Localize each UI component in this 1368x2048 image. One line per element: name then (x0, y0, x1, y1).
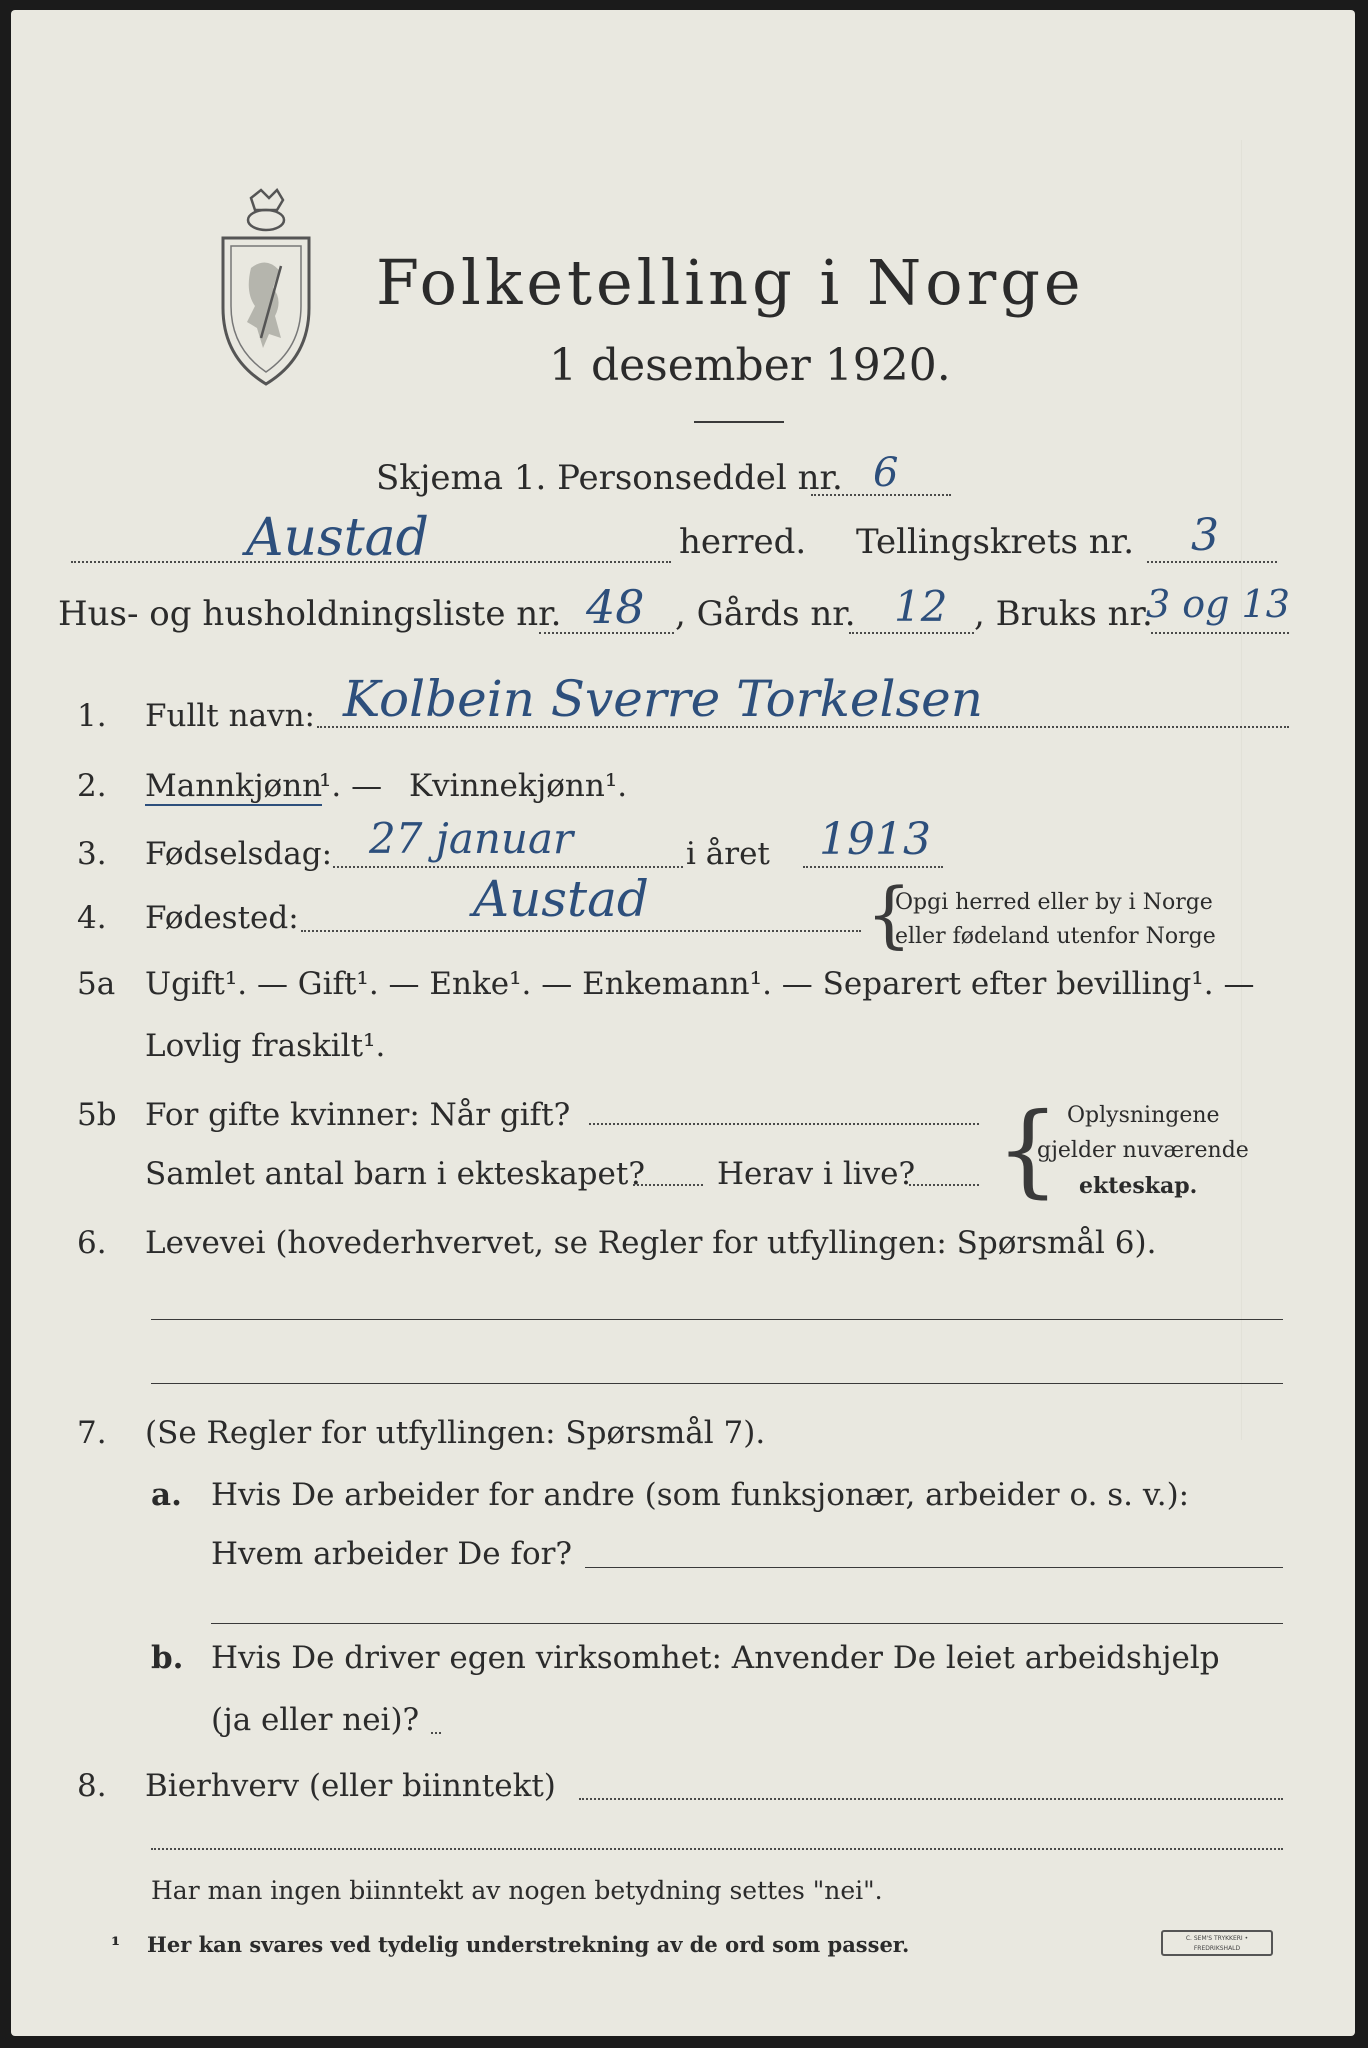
q7b-line2: (ja eller nei)? (211, 1702, 420, 1738)
gender-separator: ¹. — (319, 768, 383, 804)
q8-label: Bierhverv (eller biinntekt) (145, 1768, 556, 1804)
bruks-line (1151, 632, 1289, 634)
q5b-brace: { (996, 1091, 1060, 1208)
full-name-value[interactable]: Kolbein Sverre Torkelsen (343, 670, 983, 728)
printer-stamp (1161, 1930, 1273, 1956)
q3-year-label: i året (686, 836, 770, 872)
q3-label: Fødselsdag: (145, 836, 333, 872)
q3-day-line (333, 866, 683, 868)
q6-answer-line2[interactable] (151, 1383, 1283, 1384)
gards-label: , Gårds nr. (675, 594, 856, 634)
q8-answer-line1[interactable] (579, 1798, 1283, 1800)
birthplace-value[interactable]: Austad (473, 870, 649, 928)
kvinnekjonn-option[interactable]: Kvinnekjønn¹. (409, 768, 628, 804)
q3-year-line (803, 866, 943, 868)
q5b-alive-label: Herav i live? (717, 1156, 916, 1192)
q4-number: 4. (77, 900, 107, 936)
q4-label: Fødested: (145, 900, 299, 936)
q7b-letter: b. (151, 1640, 184, 1676)
gards-line (849, 632, 974, 634)
q7a-letter: a. (151, 1477, 182, 1513)
q7-label: (Se Regler for utfyllingen: Spørsmål 7). (145, 1415, 766, 1451)
q7a-answer-line1[interactable] (585, 1567, 1283, 1568)
printer-stamp-text: C. SEM'S TRYKKERI • FREDRIKSHALD (1185, 1935, 1249, 1952)
q1-label: Fullt navn: (145, 698, 315, 734)
personseddel-number[interactable]: 6 (873, 450, 899, 496)
q6-label: Levevei (hovederhvervet, se Regler for utfyllingen: Spørsmål 6). (145, 1225, 1157, 1261)
q5b-married-line (589, 1123, 979, 1125)
tellingskrets-line (1147, 561, 1277, 563)
census-form (11, 10, 1355, 2036)
q5b-note3: ekteskap. (1079, 1173, 1198, 1199)
q5a-number: 5a (77, 966, 116, 1002)
q5b-number: 5b (77, 1097, 117, 1133)
q5b-children-line (633, 1184, 703, 1186)
husliste-label: Hus- og husholdningsliste nr. (58, 594, 562, 634)
q8-answer-line2[interactable] (151, 1848, 1283, 1850)
q7a-answer-line2[interactable] (211, 1623, 1283, 1624)
lovlig-fraskilt-option[interactable]: Lovlig fraskilt¹. (145, 1028, 386, 1064)
q3-number: 3. (77, 836, 107, 872)
marital-status-options[interactable]: Ugift¹. — Gift¹. — Enke¹. — Enkemann¹. — Separert efter bevilling¹. — (145, 966, 1255, 1002)
husliste-number[interactable]: 48 (586, 580, 645, 634)
form-title: Folketelling i Norge (376, 246, 1085, 319)
q7a-line1: Hvis De arbeider for andre (som funksjonær, arbeider o. s. v.): (211, 1477, 1190, 1513)
q7-number: 7. (77, 1415, 107, 1451)
bruks-number[interactable]: 3 og 13 (1146, 582, 1290, 626)
q8-number: 8. (77, 1768, 107, 1804)
mannkjonn-option[interactable]: Mannkjønn (145, 768, 323, 804)
title-divider (694, 421, 784, 423)
footnote-mark: ¹ (111, 1932, 121, 1957)
q7b-answer-line[interactable] (431, 1732, 441, 1734)
q4-note-line2: eller fødeland utenfor Norge (895, 924, 1216, 949)
q2-number: 2. (77, 768, 107, 804)
skjema-label: Skjema 1. Personseddel nr. (376, 458, 843, 498)
gards-number[interactable]: 12 (894, 582, 948, 631)
q1-number: 1. (77, 698, 107, 734)
herred-value[interactable]: Austad (246, 508, 429, 568)
q5b-alive-line (909, 1184, 979, 1186)
census-date: 1 desember 1920. (549, 340, 951, 391)
bruks-label: , Bruks nr. (974, 594, 1153, 634)
tellingskrets-number[interactable]: 3 (1191, 510, 1219, 561)
tellingskrets-label: Tellingskrets nr. (856, 522, 1135, 562)
q6-answer-line1[interactable] (151, 1319, 1283, 1320)
q5b-note2: gjelder nuværende (1037, 1138, 1249, 1163)
herred-label: herred. (679, 522, 807, 562)
coat-of-arms-icon (211, 188, 321, 388)
q5b-line1: For gifte kvinner: Når gift? (145, 1097, 571, 1133)
q5b-children-label: Samlet antal barn i ekteskapet? (145, 1156, 645, 1192)
biinntekt-note: Har man ingen biinntekt av nogen betydning settes "nei". (151, 1876, 883, 1905)
q4-note-line1: Opgi herred eller by i Norge (895, 890, 1213, 915)
q5b-note1: Oplysningene (1067, 1103, 1220, 1128)
q4-brace: { (866, 872, 912, 956)
birth-year-value[interactable]: 1913 (819, 814, 931, 865)
q7a-line2: Hvem arbeider De for? (211, 1536, 573, 1572)
q7b-line1: Hvis De driver egen virksomhet: Anvender De leiet arbeidshjelp (211, 1640, 1220, 1676)
bleed-through (1241, 140, 1342, 1440)
q4-line (301, 930, 861, 932)
footnote-text: Her kan svares ved tydelig understrekning av de ord som passer. (147, 1932, 910, 1957)
q6-number: 6. (77, 1225, 107, 1261)
birth-day-value[interactable]: 27 januar (369, 814, 574, 863)
